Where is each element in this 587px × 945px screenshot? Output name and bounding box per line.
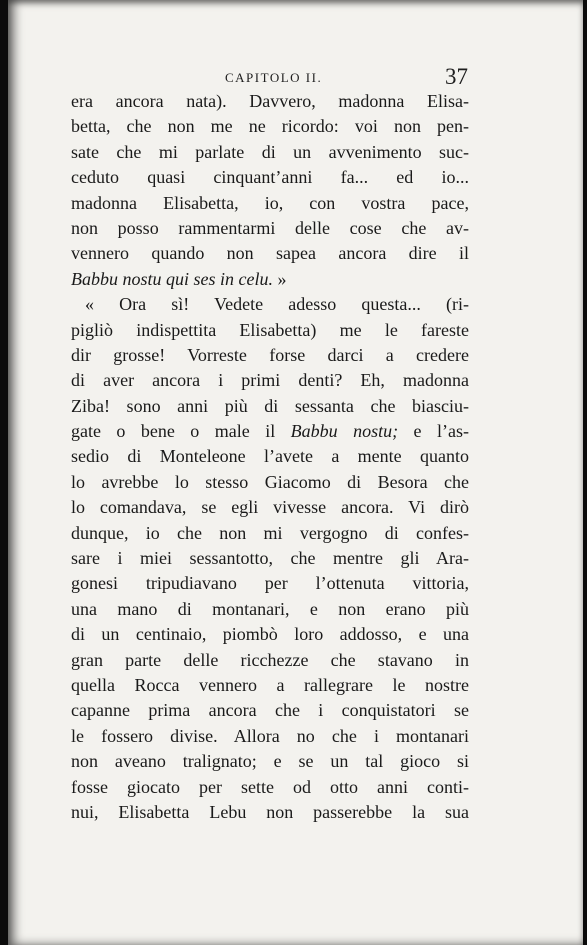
- italic-phrase: Babbu nostu;: [290, 421, 399, 442]
- text-line: [71, 368, 469, 393]
- text-line: [71, 724, 469, 749]
- text-line: [71, 165, 469, 190]
- book-page: [8, 0, 583, 945]
- text-line: [71, 394, 469, 419]
- text-span: di un centinaio, piombò loro addosso, e una: [71, 624, 469, 645]
- body-text: [71, 89, 469, 825]
- text-line: [71, 191, 469, 216]
- text-line: [71, 241, 469, 266]
- text-span: non aveano tralignato; e se un tal gioco si: [71, 751, 469, 772]
- text-span: dunque, io che non mi vergogno di confes-: [71, 522, 469, 543]
- text-line: [71, 267, 469, 292]
- running-head: CAPITOLO II.: [225, 70, 323, 85]
- text-span: »: [272, 268, 287, 289]
- text-span: le fossero divise. Allora no che i montanari: [71, 725, 469, 746]
- text-span: pigliò indispettita Elisabetta) me le fareste: [71, 319, 469, 340]
- text-span: vennero quando non sapea ancora dire il: [71, 243, 469, 264]
- text-span: sate che mi parlate di un avvenimento suc-: [71, 141, 469, 162]
- text-span: dir grosse! Vorreste forse darci a credere: [71, 344, 469, 365]
- text-line: [71, 444, 469, 469]
- text-span: madonna Elisabetta, io, con vostra pace,: [71, 192, 469, 213]
- text-span: lo comandava, se egli vivesse ancora. Vi dirò: [71, 497, 469, 518]
- text-line: [71, 470, 469, 495]
- text-line: [71, 495, 469, 520]
- text-line: [71, 140, 469, 165]
- text-line: [71, 622, 469, 647]
- text-line: [71, 673, 469, 698]
- text-line: [71, 318, 469, 343]
- text-line: [71, 749, 469, 774]
- text-span: sare i miei sessantotto, che mentre gli Ara-: [71, 548, 469, 569]
- text-span: fosse giocato per sette od otto anni conti-: [71, 776, 469, 797]
- text-span: Ziba! sono anni più di sessanta che biasciu-: [71, 395, 469, 416]
- text-span: betta, che non me ne ricordo: voi non pen-: [71, 116, 469, 137]
- text-line: [71, 597, 469, 622]
- text-span: una mano di montanari, e non erano più: [71, 598, 469, 619]
- text-span: quella Rocca vennero a rallegrare le nostre: [71, 674, 469, 695]
- text-span: gonesi tripudiavano per l’ottenuta vittoria,: [71, 573, 469, 594]
- text-span: non posso rammentarmi delle cose che av-: [71, 217, 469, 238]
- text-span: gran parte delle ricchezze che stavano in: [71, 649, 469, 670]
- text-span: ceduto quasi cinquant’anni fa... ed io...: [71, 167, 469, 188]
- italic-phrase: Babbu nostu qui ses in celu.: [71, 268, 273, 289]
- text-span: di aver ancora i primi denti? Eh, madonna: [71, 370, 469, 391]
- text-line: [71, 571, 469, 596]
- text-line: [71, 800, 469, 825]
- text-line: [71, 521, 469, 546]
- text-line: [71, 648, 469, 673]
- text-span: capanne prima ancora che i conquistatori se: [71, 700, 469, 721]
- text-line: [71, 216, 469, 241]
- text-line: [71, 343, 469, 368]
- text-line: [71, 698, 469, 723]
- text-line: [71, 292, 469, 317]
- text-span: e l’as-: [398, 421, 469, 442]
- text-line: [71, 546, 469, 571]
- page-number: 37: [445, 64, 468, 89]
- text-span: « Ora sì! Vedete adesso questa... (ri-: [85, 294, 469, 315]
- text-line: [71, 89, 469, 114]
- text-span: sedio di Monteleone l’avete a mente quanto: [71, 446, 469, 467]
- text-span: nui, Elisabetta Lebu non passerebbe la sua: [71, 801, 469, 822]
- text-span: era ancora nata). Davvero, madonna Elisa-: [71, 91, 469, 111]
- text-line: [71, 419, 469, 444]
- text-span: lo avrebbe lo stesso Giacomo di Besora che: [71, 471, 469, 492]
- text-line: [71, 114, 469, 139]
- text-span: gate o bene o male il: [71, 421, 291, 442]
- text-line: [71, 775, 469, 800]
